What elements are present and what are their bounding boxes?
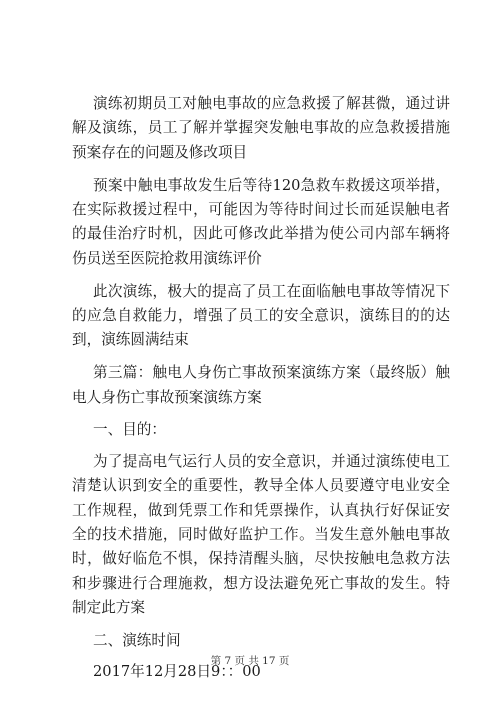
drill-time-value: 2017年12月28日9：：00 — [93, 663, 261, 681]
section-heading-third-article: 第三篇：触电人身伤亡事故预案演练方案（最终版）触电人身伤亡事故预案演练方案 — [72, 364, 450, 406]
paragraph-purpose-body: 为了提高电气运行人员的安全意识，并通过演练使电工清楚认识到安全的重要性，教导全体人员要遵守电业安全工作规程，做到凭票工作和凭票操作，认真执行好保证安全的技术措施，同时做好监护工作。当发生意外触电事故时，做好临危不惧，保持清醒头脑，尽快按触电急救方法和步骤进行合理施救，想方设法避免死亡事故的发生。特制定此方案 — [72, 452, 450, 617]
paragraph-drill-evaluation: 此次演练，极大的提高了员工在面临触电事故等情况下的应急自救能力，增强了员工的安全意识，演练目的的达到，演练圆满结束 — [72, 282, 450, 349]
heading-purpose: 一、目的： — [93, 421, 166, 439]
page-number-footer: 第 7 页 共 17 页 — [210, 655, 290, 667]
document-body — [72, 92, 450, 693]
paragraph-plan-revision: 预案中触电事故发生后等待120急救车救援这项举措，在实际救援过程中，可能因为等待时间过长而延误触电者的最佳治疗时机，因此可修改此举措为使公司内部车辆将伤员送至医院抢救用演练评价 — [72, 176, 450, 267]
heading-drill-time: 二、演练时间 — [93, 632, 181, 650]
paragraph-drill-summary: 演练初期员工对触电事故的应急救援了解甚微，通过讲解及演练，员工了解并掌握突发触电事故的应急救援措施预案存在的问题及修改项目 — [72, 95, 450, 161]
